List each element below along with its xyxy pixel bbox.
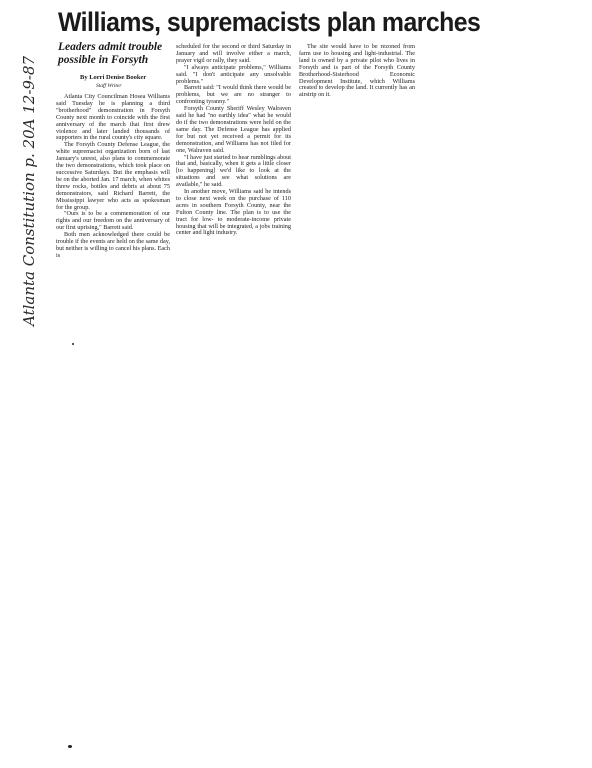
paragraph: "I have just started to hear rumblings about that and, basically, when it gets a little closer [to happening] we'd like to look at the situations and see what solutions are available," he said. (176, 153, 291, 189)
scan-speck (72, 343, 74, 345)
byline-role: Staff Writer (96, 83, 122, 89)
paragraph: "Ours is to be a commemoration of our rights and our freedom on the anniversary of our first uprising," Barrett said. (56, 210, 170, 232)
article-column-3 (299, 44, 415, 99)
article-column-2 (176, 44, 291, 237)
scan-speck (68, 745, 72, 748)
handwritten-margin-note: Atlanta Constitution p. 20A 12-9-87 (20, 55, 38, 326)
paragraph: The Forsyth County Defense League, the white supremacist organization born of last January's unrest, also plans to commemorate the two demonstrations, which took place on successive Saturdays. But the emphasis will be on the aborted Jan. 17 march, when whites threw rocks, bottles and debris at about 75 demonstrators, said Richard Barrett, the Mississippi lawyer who acts as spokesman for the group. (56, 141, 170, 211)
paragraph: The site would have to be rezoned from farm use to housing and light-industrial. The land is owned by a private pilot who lives in Forsyth and is part of the Forsyth County Brotherhood-Sisterhood Economic Development Institute, which Williams created to develop the land. It currently has an airstrip on it. (299, 43, 415, 99)
paragraph: Both men acknowledged there could be trouble if the events are held on the same day, but neither is willing to cancel his plans. Each is (56, 231, 170, 259)
paragraph: In another move, Williams said he intends to close next week on the purchase of 110 acres in southern Forsyth County, near the Fulton County line. The plan is to use the tract for low- to moderate-income private housing that will be integrated, a jobs training center and light industry. (176, 188, 291, 237)
paragraph: Atlanta City Councilman Hosea Williams said Tuesday he is planning a third "brotherhood" demonstration in Forsyth County next month to coincide with the first anniversary of the march that first drew violence and later landed thousands of supporters in the rural county's city square. (56, 93, 170, 142)
headline: Williams, supremacists plan marches (58, 7, 481, 37)
paragraph: Forsyth County Sheriff Wesley Walraven said he had "no earthly idea" what he would do if the two demonstrations were held on the same day. The Defense League has applied for but not yet received a permit for its demonstration, and Williams has not filed for one, Walraven said. (176, 105, 291, 154)
subheadline: Leaders admit trouble possible in Forsyth (58, 41, 163, 66)
paragraph: Barrett said: "I would think there would be problems, but we are no stranger to confronting tyranny." (176, 84, 291, 106)
byline: By Lorri Denise Booker (80, 74, 147, 81)
article-column-1 (56, 94, 170, 260)
paragraph: "I always anticipate problems," Williams said. "I don't anticipate any unsolvable problems." (176, 63, 291, 85)
paragraph: scheduled for the second or third Saturday in January and will involve either a march, prayer vigil or rally, they said. (176, 43, 291, 64)
